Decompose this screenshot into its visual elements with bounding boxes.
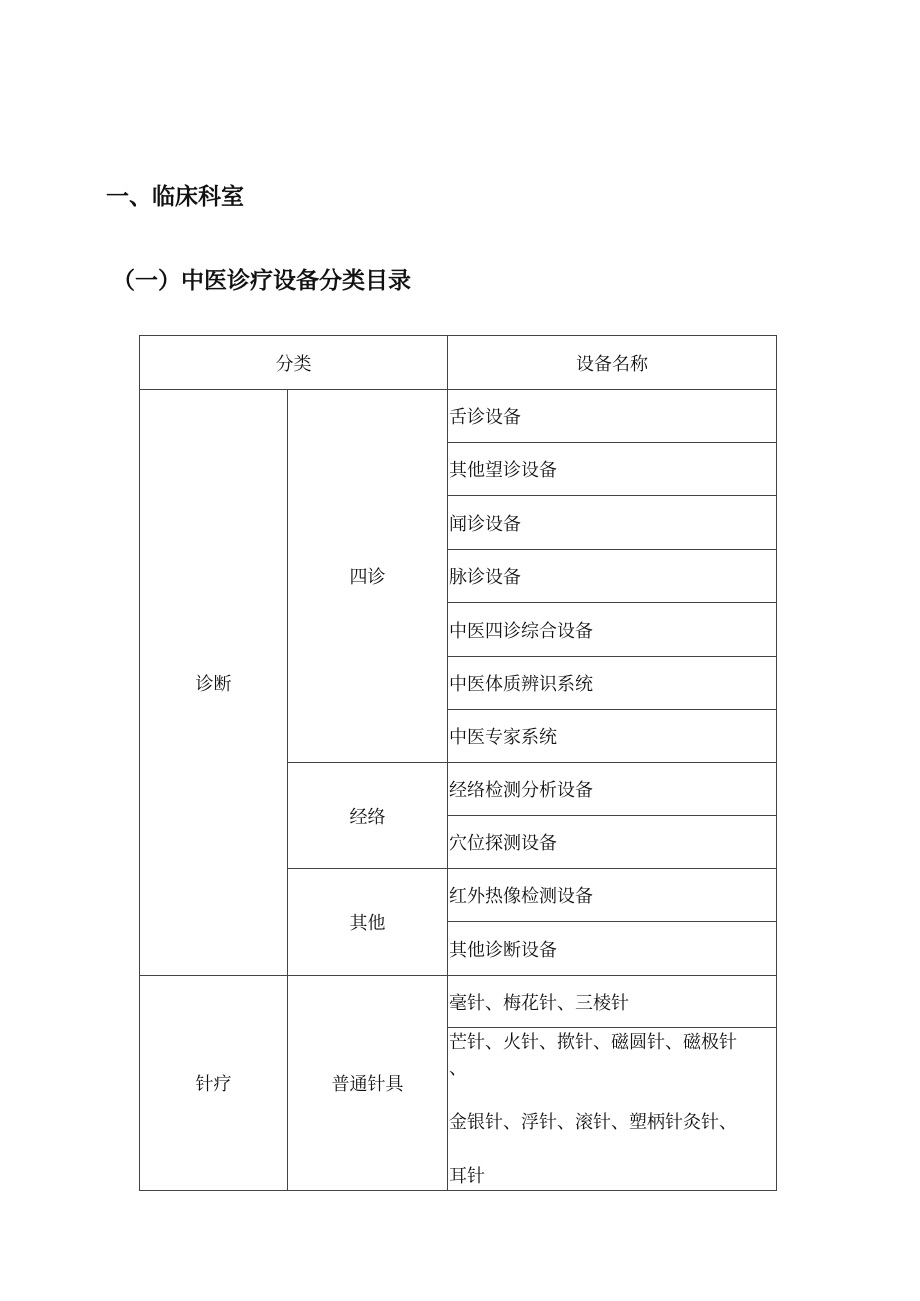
equipment-name-multiline (448, 1028, 777, 1191)
table-row (140, 976, 777, 1028)
equipment-catalog-table (139, 335, 777, 1191)
subsection-heading: （一）中医诊疗设备分类目录 (112, 268, 411, 294)
equipment-name: 穴位探测设备 (448, 816, 777, 869)
table-header-row (140, 336, 777, 390)
equipment-name: 红外热像检测设备 (448, 869, 777, 922)
equipment-name: 中医专家系统 (448, 710, 777, 763)
subcategory-sizhen: 四诊 (288, 390, 448, 763)
equipment-name: 舌诊设备 (448, 390, 777, 443)
header-category: 分类 (140, 336, 448, 390)
table-row (140, 390, 777, 443)
equipment-name: 其他望诊设备 (448, 443, 777, 496)
equipment-name: 毫针、梅花针、三棱针 (448, 976, 777, 1028)
needle-line: 金银针、浮针、滚针、塑柄针灸针、 (449, 1112, 737, 1133)
header-equipment-name: 设备名称 (448, 336, 777, 390)
subcategory-jingluo: 经络 (288, 763, 448, 869)
category-diagnosis: 诊断 (140, 390, 288, 976)
needle-line: 芒针、火针、揿针、磁圆针、磁极针 (449, 1032, 737, 1053)
equipment-name: 脉诊设备 (448, 550, 777, 603)
equipment-name: 闻诊设备 (448, 496, 777, 550)
subcategory-needles: 普通针具 (288, 976, 448, 1191)
section-heading: 一、临床科室 (106, 184, 244, 210)
needle-line: 、 (449, 1058, 467, 1079)
category-acupuncture: 针疗 (140, 976, 288, 1191)
subcategory-other: 其他 (288, 869, 448, 976)
needle-line: 耳针 (449, 1166, 485, 1187)
equipment-name: 中医四诊综合设备 (448, 603, 777, 657)
equipment-name: 中医体质辨识系统 (448, 657, 777, 710)
equipment-name: 经络检测分析设备 (448, 763, 777, 816)
equipment-name: 其他诊断设备 (448, 922, 777, 976)
